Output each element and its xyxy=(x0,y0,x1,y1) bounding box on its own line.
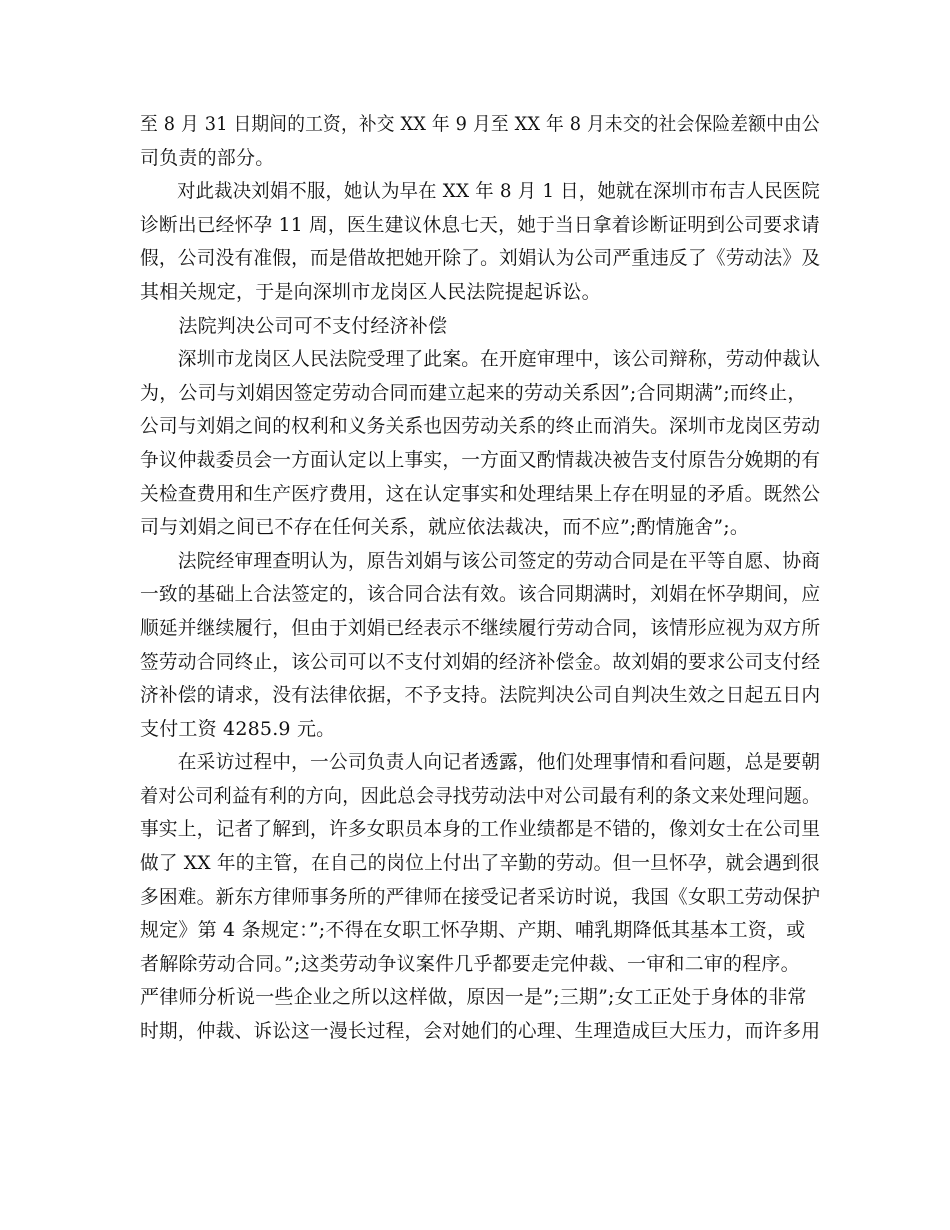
text-line-4: 诊断出已经怀孕 11 周，医生建议休息七天，她于当日拿着诊断证明到公司要求请 xyxy=(140,213,820,236)
text-line-22: 事实上，记者了解到，许多女职员本身的工作业绩都是不错的，像刘女士在公司里 xyxy=(140,818,821,841)
text-line-18: 济补偿的请求，没有法律依据，不予支持。法院判决公司自判决生效之日起五日内 xyxy=(140,684,821,707)
text-line-14: 法院经审理查明认为，原告刘娟与该公司签定的劳动合同是在平等自愿、协商 xyxy=(140,549,821,572)
document-body xyxy=(140,108,820,1049)
text-line-2: 司负责的部分。 xyxy=(140,146,275,169)
text-line-8: 深圳市龙岗区人民法院受理了此案。在开庭审理中，该公司辩称，劳动仲裁认 xyxy=(140,348,821,371)
text-line-17: 签劳动合同终止，该公司可以不支付刘娟的经济补偿金。故刘娟的要求公司支付经 xyxy=(140,650,821,673)
text-line-12: 关检查费用和生产医疗费用，这在认定事实和处理结果上存在明显的矛盾。既然公 xyxy=(140,482,821,505)
text-line-1: 至 8 月 31 日期间的工资，补交 XX 年 9 月至 XX 年 8 月未交的社会保险差额中由公 xyxy=(140,113,820,135)
text-line-3: 对此裁决刘娟不服，她认为早在 XX 年 8 月 1 日，她就在深圳市布吉人民医院 xyxy=(140,180,820,203)
text-line-26: 者解除劳动合同。”;这类劳动争议案件几乎都要走完仲裁、一审和二审的程序。 xyxy=(140,952,800,975)
text-line-28: 时期，仲裁、诉讼这一漫长过程，会对她们的心理、生理造成巨大压力，而许多用 xyxy=(140,1020,821,1043)
section-heading: 法院判决公司可不支付经济补偿 xyxy=(140,314,448,337)
text-line-24: 多困难。新东方律师事务所的严律师在接受记者采访时说，我国《女职工劳动保护 xyxy=(140,885,821,908)
text-line-20: 在采访过程中，一公司负责人向记者透露，他们处理事情和看问题，总是要朝 xyxy=(140,751,821,774)
text-line-16: 顺延并继续履行，但由于刘娟已经表示不继续履行劳动合同，该情形应视为双方所 xyxy=(140,616,821,639)
text-line-6: 其相关规定，于是向深圳市龙岗区人民法院提起诉讼。 xyxy=(140,280,601,303)
text-line-21: 着对公司利益有利的方向，因此总会寻找劳动法中对公司最有利的条文来处理问题。 xyxy=(140,784,821,807)
text-line-19: 支付工资 4285.9 元。 xyxy=(140,717,336,740)
text-line-23: 做了 XX 年的主管，在自己的岗位上付出了辛勤的劳动。但一旦怀孕，就会遇到很 xyxy=(140,852,820,875)
text-line-10: 公司与刘娟之间的权利和义务关系也因劳动关系的终止而消失。深圳市龙岗区劳动 xyxy=(140,415,821,438)
text-line-13: 司与刘娟之间已不存在任何关系，就应依法裁决，而不应”;酌情施舍”;。 xyxy=(140,516,750,539)
text-line-25: 规定》第 4 条规定：”;不得在女职工怀孕期、产期、哺乳期降低其基本工资，或 xyxy=(140,919,806,942)
text-line-9: 为，公司与刘娟因签定劳动合同而建立起来的劳动关系因”;合同期满”;而终止， xyxy=(140,381,807,404)
text-line-5: 假，公司没有准假，而是借故把她开除了。刘娟认为公司严重违反了《劳动法》及 xyxy=(140,247,821,270)
text-line-11: 争议仲裁委员会一方面认定以上事实，一方面又酌情裁决被告支付原告分娩期的有 xyxy=(140,448,821,471)
text-line-15: 一致的基础上合法签定的，该合同合法有效。该合同期满时，刘娟在怀孕期间，应 xyxy=(140,583,821,606)
text-line-27: 严律师分析说一些企业之所以这样做，原因一是”;三期”;女工正处于身体的非常 xyxy=(140,986,807,1009)
